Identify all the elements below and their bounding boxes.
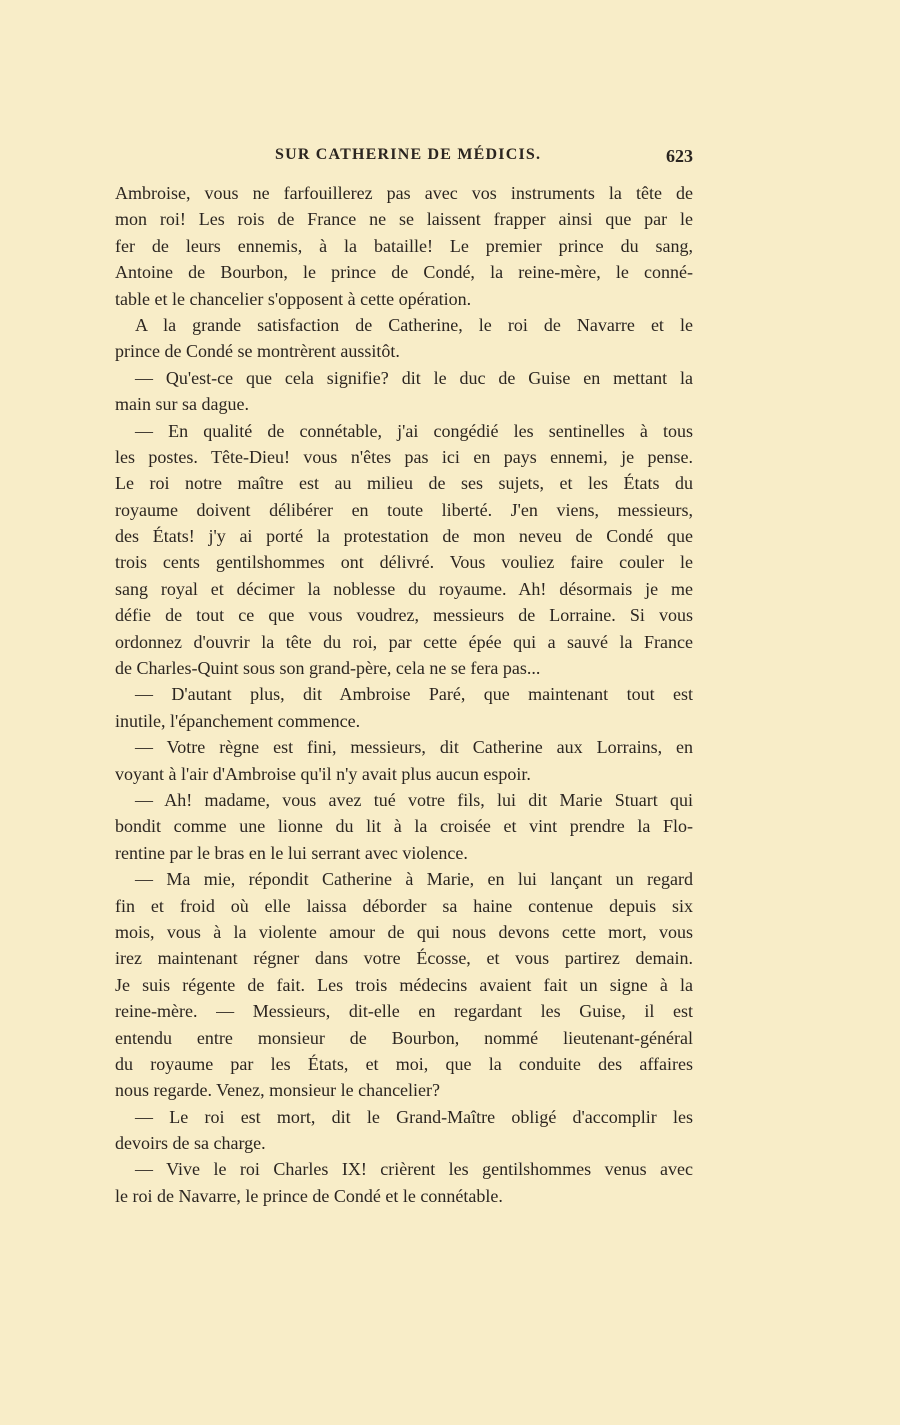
text-line: — Le roi est mort, dit le Grand-Maître obligé d'accomplir les	[135, 1106, 693, 1127]
text-line: Je suis régente de fait. Les trois médecins avaient fait un signe à la	[115, 974, 693, 995]
text-line: table et le chancelier s'opposent à cette opération.	[115, 288, 472, 309]
text-line: — En qualité de connétable, j'ai congédié les sentinelles à tous	[135, 420, 693, 441]
text-line: mon roi! Les rois de France ne se laissent frapper ainsi que par le	[115, 209, 693, 230]
text-line: royaume doivent délibérer en toute liberté. J'en viens, messieurs,	[115, 499, 693, 520]
text-line: nous regarde. Venez, monsieur le chancelier?	[115, 1080, 441, 1101]
text-line: le roi de Navarre, le prince de Condé et le connétable.	[115, 1185, 503, 1206]
text-line: fin et froid où elle laissa déborder sa haine contenue depuis six	[115, 895, 693, 916]
text-line: A la grande satisfaction de Catherine, le roi de Navarre et le	[135, 314, 693, 335]
text-line: — Ah! madame, vous avez tué votre fils, lui dit Marie Stuart qui	[135, 789, 693, 810]
text-line: du royaume par les États, et moi, que la conduite des affaires	[115, 1053, 693, 1074]
text-line: des États! j'y ai porté la protestation de mon neveu de Condé que	[115, 526, 693, 547]
text-line: voyant à l'air d'Ambroise qu'il n'y avait plus aucun espoir.	[115, 763, 531, 784]
text-line: de Charles-Quint sous son grand-père, cela ne se fera pas...	[115, 658, 541, 679]
running-title: SUR CATHERINE DE MÉDICIS.	[275, 146, 542, 163]
text-line: rentine par le bras en le lui serrant avec violence.	[115, 842, 468, 863]
body-text	[115, 180, 693, 1209]
text-line: trois cents gentilshommes ont délivré. Vous vouliez faire couler le	[115, 552, 693, 573]
text-line: mois, vous à la violente amour de qui nous devons cette mort, vous	[115, 921, 693, 942]
text-line: — Qu'est-ce que cela signifie? dit le duc de Guise en mettant la	[135, 367, 693, 388]
text-line: reine-mère. — Messieurs, dit-elle en regardant les Guise, il est	[115, 1001, 693, 1022]
text-line: bondit comme une lionne du lit à la croisée et vint prendre la Flo-	[115, 816, 693, 837]
text-line: entendu entre monsieur de Bourbon, nommé lieutenant-général	[115, 1027, 693, 1048]
page-number: 623	[666, 146, 693, 166]
text-line: inutile, l'épanchement commence.	[115, 710, 361, 731]
text-line: Antoine de Bourbon, le prince de Condé, la reine-mère, le conné-	[115, 262, 693, 283]
text-line: Ambroise, vous ne farfouillerez pas avec vos instruments la tête de	[115, 183, 693, 203]
text-line: prince de Condé se montrèrent aussitôt.	[115, 341, 400, 362]
text-line: — D'autant plus, dit Ambroise Paré, que maintenant tout est	[135, 684, 693, 705]
text-line: — Ma mie, répondit Catherine à Marie, en lui lançant un regard	[135, 869, 693, 890]
text-line: sang royal et décimer la noblesse du royaume. Ah! désormais je me	[115, 578, 693, 599]
text-line: défie de tout ce que vous voudrez, messieurs de Lorraine. Si vous	[115, 605, 693, 626]
text-line: Le roi notre maître est au milieu de ses sujets, et les États du	[115, 473, 693, 494]
text-line: les postes. Tête-Dieu! vous n'êtes pas ici en pays ennemi, je pense.	[115, 446, 693, 467]
text-line: — Vive le roi Charles IX! crièrent les gentilshommes venus avec	[135, 1159, 693, 1180]
text-line: irez maintenant régner dans votre Écosse, et vous partirez demain.	[115, 948, 693, 969]
text-line: ordonnez d'ouvrir la tête du roi, par cette épée qui a sauvé la France	[115, 631, 693, 652]
text-line: devoirs de sa charge.	[115, 1133, 266, 1154]
text-line: — Votre règne est fini, messieurs, dit Catherine aux Lorrains, en	[135, 737, 693, 758]
text-line: main sur sa dague.	[115, 394, 249, 415]
text-line: fer de leurs ennemis, à la bataille! Le premier prince du sang,	[115, 235, 693, 256]
page-header	[115, 146, 693, 170]
